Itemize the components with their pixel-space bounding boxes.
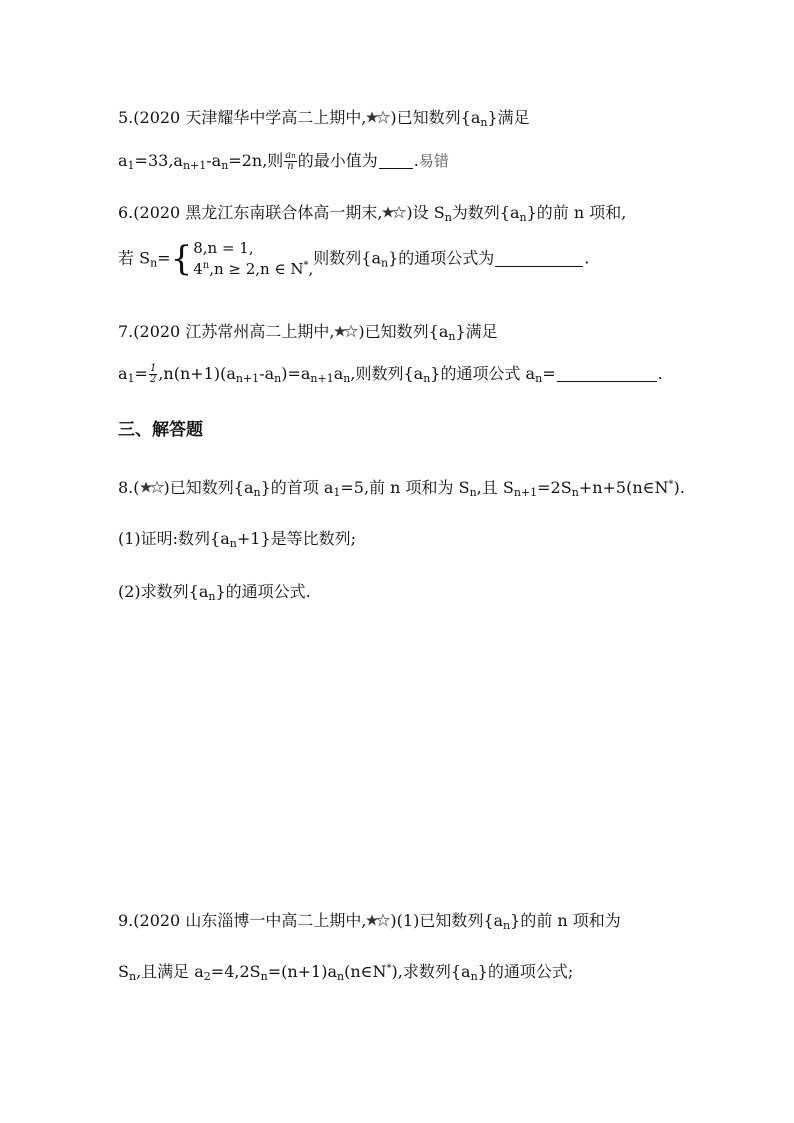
question-9-line-2: $S_n$,且满足 $a_2=4,2S_n=(n+1)a_n(n\in N^*)$,求数列$\{a_n\}$的通项公式;: [118, 962, 574, 983]
difficulty-stars-icon: [366, 110, 390, 124]
question-8-part-2: (2)求数列$\{a_n\}$的通项公式.: [118, 582, 311, 603]
question-6-line-1: 6.(2020 黑龙江东南联合体高一期末, )设 $S_n$为数列$\{a_n\}$的前 n 项和,: [118, 203, 627, 224]
difficulty-stars-icon: [382, 205, 406, 219]
difficulty-stars-icon: [140, 480, 164, 494]
error-prone-tag: 易错: [418, 152, 449, 170]
fraction-one-half: $\frac{1}{2}$: [149, 363, 157, 385]
question-7-line-1: 7.(2020 江苏常州高二上期中, )已知数列$\{a_n\}$满足: [118, 322, 498, 343]
question-5-line-2: $a_1=33,a_{n+1}-a_n=2n$,则 $\frac{an}{n}$ 的最小值为 .易错: [118, 150, 449, 172]
answer-blank[interactable]: [557, 365, 657, 382]
answer-blank[interactable]: [379, 152, 413, 169]
question-8-part-1: (1)证明:数列$\{a_n+1\}$是等比数列;: [118, 529, 357, 550]
difficulty-stars-icon: [366, 913, 390, 927]
fraction-an-over-n: $\frac{an}{n}$: [285, 150, 296, 172]
section-heading: 三、解答题: [118, 420, 203, 440]
question-6-line-2: 若 $S_n=$ { 8,n = 1, $4^n,n \ge 2,n$ ∈ N*, 则数列$\{a_n\}$的通项公式为 .: [118, 239, 590, 279]
question-9-line-1: 9.(2020 山东淄博一中高二上期中, )(1)已知数列$\{a_n\}$的前 n 项和为: [118, 911, 621, 932]
piecewise-definition: { 8,n = 1, $4^n,n \ge 2,n$ ∈ N*,: [170, 239, 314, 279]
difficulty-stars-icon: [334, 324, 358, 338]
question-7-line-2: $a_1=$ $\frac{1}{2}$ $,n(n+1)(a_{n+1}-a_n)=a_{n+1}a_n$,则数列$\{a_n\}$的通项公式 $a_n=$ .: [118, 363, 663, 385]
question-5-line-1: 5.(2020 天津耀华中学高二上期中, )已知数列$\{a_n\}$满足: [118, 108, 530, 129]
answer-blank[interactable]: [495, 250, 583, 267]
question-8-line-1: 8.( )已知数列$\{a_n\}$的首项 $a_1=5$,前 n 项和为 $S_n$,且 $S_{n+1}=2S_n+n+5(n\in N^*)$.: [118, 478, 685, 499]
